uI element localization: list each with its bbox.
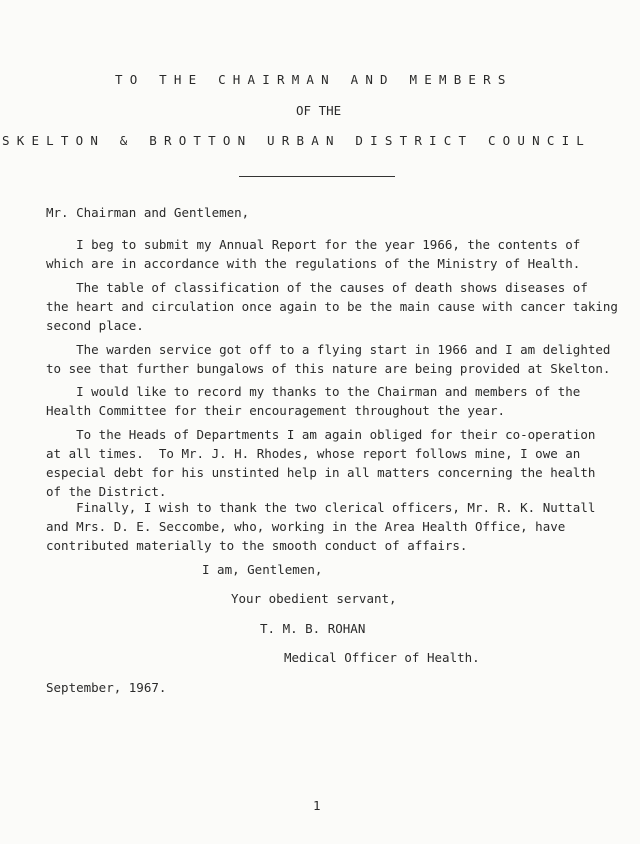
paragraph-line: which are in accordance with the regulations of the Ministry of Health. bbox=[46, 256, 581, 271]
signatory-title: Medical Officer of Health. bbox=[284, 650, 480, 665]
signatory-name: T. M. B. ROHAN bbox=[260, 621, 366, 636]
paragraph-1 bbox=[46, 235, 580, 273]
heading-line-2: OF THE bbox=[296, 103, 342, 118]
report-date: September, 1967. bbox=[46, 680, 167, 695]
paragraph-line: second place. bbox=[46, 318, 144, 333]
paragraph-5 bbox=[46, 425, 595, 501]
paragraph-6 bbox=[46, 498, 595, 555]
heading-divider bbox=[239, 176, 395, 177]
paragraph-3 bbox=[46, 340, 610, 378]
paragraph-line: the heart and circulation once again to be the main cause with cancer taking bbox=[46, 299, 618, 314]
paragraph-line: at all times. To Mr. J. H. Rhodes, whose report follows mine, I owe an bbox=[46, 446, 581, 461]
paragraph-line: The table of classification of the causes of death shows diseases of bbox=[46, 280, 588, 295]
paragraph-line: Finally, I wish to thank the two clerical officers, Mr. R. K. Nuttall bbox=[46, 500, 596, 515]
paragraph-line: Health Committee for their encouragement throughout the year. bbox=[46, 403, 506, 418]
paragraph-line: especial debt for his unstinted help in all matters concerning the health bbox=[46, 465, 596, 480]
heading-line-1: TO THE CHAIRMAN AND MEMBERS bbox=[115, 72, 513, 87]
salutation: Mr. Chairman and Gentlemen, bbox=[46, 205, 250, 220]
paragraph-line: of the District. bbox=[46, 484, 167, 499]
paragraph-line: contributed materially to the smooth conduct of affairs. bbox=[46, 538, 468, 553]
paragraph-4 bbox=[46, 382, 580, 420]
paragraph-2 bbox=[46, 278, 618, 335]
paragraph-line: I beg to submit my Annual Report for the year 1966, the contents of bbox=[46, 237, 581, 252]
paragraph-line: I would like to record my thanks to the Chairman and members of the bbox=[46, 384, 581, 399]
heading-line-3: SKELTON & BROTTON URBAN DISTRICT COUNCIL bbox=[2, 133, 592, 148]
paragraph-line: to see that further bungalows of this nature are being provided at Skelton. bbox=[46, 361, 611, 376]
closing-line-2: Your obedient servant, bbox=[231, 591, 397, 606]
paragraph-line: The warden service got off to a flying start in 1966 and I am delighted bbox=[46, 342, 611, 357]
page-number: 1 bbox=[313, 798, 321, 813]
closing-line-1: I am, Gentlemen, bbox=[202, 562, 323, 577]
paragraph-line: To the Heads of Departments I am again obliged for their co-operation bbox=[46, 427, 596, 442]
paragraph-line: and Mrs. D. E. Seccombe, who, working in the Area Health Office, have bbox=[46, 519, 566, 534]
